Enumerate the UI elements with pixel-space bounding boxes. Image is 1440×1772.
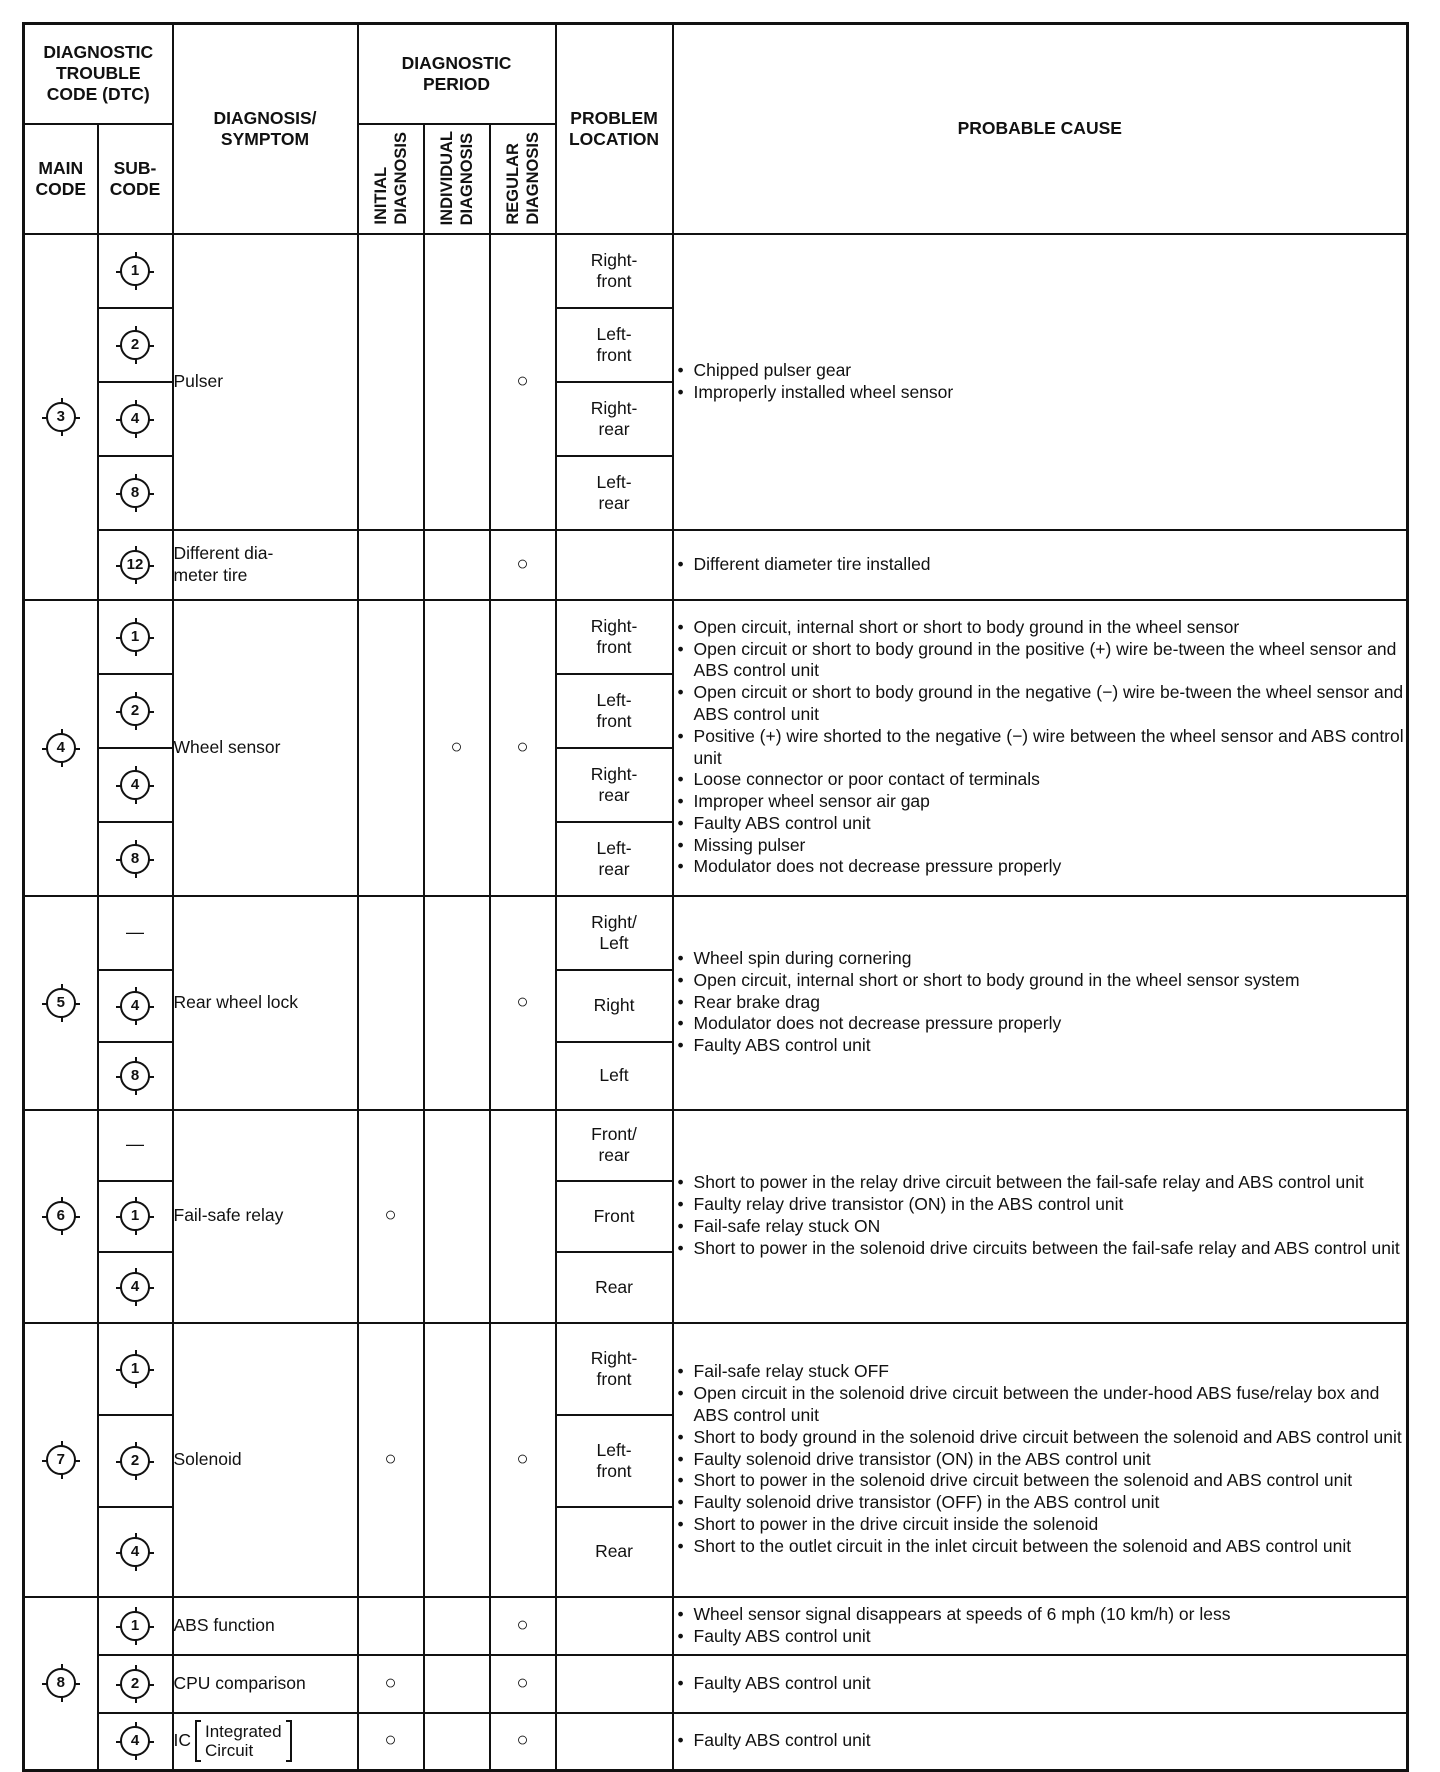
- main-code-badge-wrap: [46, 1668, 76, 1698]
- regular-diagnosis-cell: [490, 896, 556, 1110]
- bracket-right: [286, 1720, 292, 1762]
- symptom-cell: [173, 1110, 358, 1323]
- problem-location-cell: [556, 1181, 673, 1252]
- problem-location-text: Rear: [595, 1541, 633, 1561]
- sub-code-cell: [98, 234, 173, 308]
- diagnosis-symptom-header: DIAGNOSIS/ SYMPTOM: [173, 24, 358, 234]
- cause-item: • Loose connector or poor contact of terminals: [674, 769, 1407, 791]
- sub-code-cell: [98, 530, 173, 600]
- cause-item: • Short to body ground in the solenoid drive circuit between the solenoid and ABS control unit: [674, 1427, 1407, 1449]
- individual-diagnosis-cell: [424, 600, 490, 896]
- table-row: [24, 234, 1408, 308]
- problem-location-header: PROBLEM LOCATION: [556, 24, 673, 234]
- symptom-cell: [173, 1655, 358, 1713]
- problem-location-cell: [556, 674, 673, 748]
- main-code-header: MAIN CODE: [24, 124, 98, 234]
- sub-code-cell: [98, 748, 173, 822]
- main-code-badge: 6: [46, 1201, 76, 1231]
- initial-diagnosis-cell: [358, 234, 424, 530]
- probable-cause-list: [674, 1172, 1407, 1259]
- cause-item: • Open circuit, internal short or short to body ground in the wheel sensor: [674, 617, 1407, 639]
- sub-code-badge-wrap: [120, 404, 150, 434]
- sub-code-badge-wrap: [120, 478, 150, 508]
- individual-diagnosis-cell: [424, 234, 490, 530]
- table-row: [24, 1110, 1408, 1181]
- main-code-cell: [24, 600, 98, 896]
- cause-item: • Improperly installed wheel sensor: [674, 382, 1407, 404]
- probable-cause-cell: [673, 896, 1408, 1110]
- regular-diagnosis-mark: ○: [516, 1613, 529, 1636]
- sub-code-badge: 2: [120, 330, 150, 360]
- individual-diagnosis-mark: ○: [450, 735, 463, 758]
- problem-location-text: Front: [593, 1205, 635, 1226]
- probable-cause-cell: [673, 234, 1408, 530]
- dtc-body: [24, 234, 1408, 1771]
- table-row: [24, 530, 1408, 600]
- individual-diagnosis-cell: [424, 1110, 490, 1323]
- problem-location-text: Left: [599, 1065, 629, 1085]
- sub-code-badge: 1: [120, 622, 150, 652]
- problem-location-text: Left- front: [596, 323, 632, 365]
- cause-item: • Fail-safe relay stuck OFF: [674, 1361, 1407, 1383]
- cause-item: • Faulty solenoid drive transistor (OFF) in the ABS control unit: [674, 1492, 1407, 1514]
- symptom-text: Rear wheel lock: [173, 991, 298, 1012]
- problem-location-cell: [556, 1597, 673, 1655]
- problem-location-cell: [556, 382, 673, 456]
- probable-cause-list: [674, 948, 1407, 1057]
- probable-cause-list: [674, 554, 1407, 576]
- sub-code-cell: [98, 456, 173, 530]
- problem-location-cell: [556, 1252, 673, 1323]
- probable-cause-list: [674, 1673, 1407, 1695]
- problem-location-cell: [556, 1415, 673, 1507]
- sub-code-cell: [98, 1655, 173, 1713]
- cause-item: • Short to power in the solenoid drive circuit between the solenoid and ABS control unit: [674, 1470, 1407, 1492]
- probable-cause-cell: [673, 1655, 1408, 1713]
- symptom-text: ABS function: [173, 1614, 275, 1635]
- sub-code-badge: 4: [120, 770, 150, 800]
- sub-code-cell: [98, 1042, 173, 1110]
- regular-diagnosis-mark: ○: [516, 735, 529, 758]
- problem-location-text: Right: [593, 995, 635, 1015]
- sub-code-badge: 2: [120, 1669, 150, 1699]
- cause-item: • Missing pulser: [674, 835, 1407, 857]
- sub-code-cell: [98, 600, 173, 674]
- dtc-header: DIAGNOSTIC TROUBLE CODE (DTC): [24, 24, 173, 124]
- problem-location-text: Right- front: [590, 249, 638, 291]
- cause-item: • Open circuit, internal short or short to body ground in the wheel sensor system: [674, 970, 1407, 992]
- sub-code-cell: [98, 1181, 173, 1252]
- cause-item: • Open circuit or short to body ground in the positive (+) wire be-tween the wheel sensor and ABS control unit: [674, 639, 1407, 683]
- sub-code-badge-wrap: [120, 1726, 150, 1756]
- regular-diagnosis-cell: [490, 1110, 556, 1323]
- sub-code-cell: [98, 1507, 173, 1597]
- sub-code-badge: 2: [120, 696, 150, 726]
- initial-diagnosis-mark: ○: [384, 1204, 397, 1227]
- ic-label: [174, 1720, 292, 1762]
- cause-item: • Short to power in the solenoid drive circuits between the fail-safe relay and ABS control unit: [674, 1238, 1407, 1260]
- problem-location-text: Left- rear: [596, 471, 632, 513]
- problem-location-cell: [556, 970, 673, 1042]
- cause-item: • Fail-safe relay stuck ON: [674, 1216, 1407, 1238]
- problem-location-cell: [556, 1507, 673, 1597]
- problem-location-text: Left- front: [596, 689, 632, 731]
- problem-location-text: Right- front: [590, 1347, 638, 1389]
- sub-code-cell: [98, 970, 173, 1042]
- probable-cause-list: [674, 1730, 1407, 1752]
- sub-code-cell: [98, 1597, 173, 1655]
- sub-code-badge-wrap: [120, 1354, 150, 1384]
- problem-location-text: Left- rear: [596, 837, 632, 879]
- sub-code-badge-wrap: [120, 622, 150, 652]
- sub-code-badge-wrap: [120, 770, 150, 800]
- sub-code-cell: [98, 822, 173, 896]
- probable-cause-list: [674, 617, 1407, 879]
- table-row: [24, 896, 1408, 970]
- probable-cause-list: [674, 1604, 1407, 1648]
- sub-code-badge-wrap: [120, 256, 150, 286]
- sub-code-cell: [98, 896, 173, 970]
- probable-cause-cell: [673, 530, 1408, 600]
- initial-diagnosis-cell: [358, 1713, 424, 1771]
- sub-code-header: SUB-CODE: [98, 124, 173, 234]
- problem-location-cell: [556, 748, 673, 822]
- probable-cause-cell: [673, 600, 1408, 896]
- sub-code-cell: [98, 1110, 173, 1181]
- regular-diagnosis-mark: ○: [516, 990, 529, 1013]
- sub-code-cell: [98, 674, 173, 748]
- problem-location-cell: [556, 1042, 673, 1110]
- problem-location-text: Right/ Left: [591, 911, 637, 953]
- symptom-cell: [173, 896, 358, 1110]
- main-code-badge: 7: [46, 1445, 76, 1475]
- probable-cause-header: PROBABLE CAUSE: [673, 24, 1408, 234]
- problem-location-cell: [556, 1323, 673, 1415]
- sub-code-cell: [98, 308, 173, 382]
- regular-diagnosis-header: REGULAR DIAGNOSIS: [490, 124, 556, 234]
- cause-item: • Faulty solenoid drive transistor (ON) in the ABS control unit: [674, 1449, 1407, 1471]
- problem-location-text: Right- rear: [590, 763, 638, 805]
- problem-location-text: Rear: [595, 1276, 633, 1297]
- probable-cause-cell: [673, 1323, 1408, 1597]
- regular-diagnosis-mark: ○: [516, 369, 529, 392]
- initial-diagnosis-cell: [358, 1597, 424, 1655]
- sub-code-badge: 1: [120, 1201, 150, 1231]
- regular-diagnosis-cell: [490, 530, 556, 600]
- symptom-cell: [173, 1323, 358, 1597]
- bracket-left: [195, 1720, 201, 1762]
- table-row: [24, 1597, 1408, 1655]
- sub-code-cell: [98, 1323, 173, 1415]
- cause-item: • Faulty ABS control unit: [674, 1730, 1407, 1752]
- initial-diagnosis-cell: [358, 600, 424, 896]
- sub-code-badge-wrap: [120, 844, 150, 874]
- cause-item: • Faulty ABS control unit: [674, 813, 1407, 835]
- initial-diagnosis-cell: [358, 896, 424, 1110]
- cause-item: • Rear brake drag: [674, 992, 1407, 1014]
- cause-item: • Open circuit or short to body ground in the negative (−) wire be-tween the wheel sensor and ABS control unit: [674, 682, 1407, 726]
- sub-code-badge-wrap: [120, 1272, 150, 1302]
- sub-code-badge-wrap: [120, 1201, 150, 1231]
- sub-code-badge: 1: [120, 256, 150, 286]
- dtc-table: [22, 22, 1409, 1772]
- individual-diagnosis-cell: [424, 1713, 490, 1771]
- individual-diagnosis-cell: [424, 1323, 490, 1597]
- symptom-text: Wheel sensor: [173, 736, 281, 757]
- cause-item: • Short to the outlet circuit in the inlet circuit between the solenoid and ABS control unit: [674, 1536, 1407, 1558]
- sub-code-cell: [98, 1415, 173, 1507]
- regular-diagnosis-mark: ○: [516, 1729, 529, 1752]
- symptom-text: IC: [173, 1730, 191, 1751]
- regular-diagnosis-cell: [490, 1713, 556, 1771]
- problem-location-text: Front/ rear: [591, 1124, 637, 1165]
- cause-item: • Faulty relay drive transistor (ON) in the ABS control unit: [674, 1194, 1407, 1216]
- symptom-cell: [173, 234, 358, 530]
- problem-location-cell: [556, 1655, 673, 1713]
- problem-location-text: Right- front: [590, 615, 638, 657]
- cause-item: • Modulator does not decrease pressure properly: [674, 856, 1407, 878]
- sub-code-badge: 2: [120, 1446, 150, 1476]
- individual-diagnosis-cell: [424, 530, 490, 600]
- regular-diagnosis-mark: ○: [516, 1671, 529, 1694]
- problem-location-cell: [556, 308, 673, 382]
- sub-code-badge: 8: [120, 1061, 150, 1091]
- sub-code-badge-wrap: [120, 550, 150, 580]
- problem-location-cell: [556, 456, 673, 530]
- symptom-cell: [173, 530, 358, 600]
- sub-code-badge-wrap: [120, 330, 150, 360]
- probable-cause-list: [674, 360, 1407, 404]
- main-code-badge-wrap: [46, 733, 76, 763]
- sub-code-badge-wrap: [120, 1537, 150, 1567]
- main-code-cell: [24, 1323, 98, 1597]
- sub-code-cell: [98, 1713, 173, 1771]
- sub-code-badge-wrap: [120, 1669, 150, 1699]
- cause-item: • Chipped pulser gear: [674, 360, 1407, 382]
- main-code-badge-wrap: [46, 1201, 76, 1231]
- initial-diagnosis-cell: [358, 1110, 424, 1323]
- sub-code-badge: 1: [120, 1611, 150, 1641]
- initial-diagnosis-mark: ○: [384, 1671, 397, 1694]
- cause-item: • Short to power in the relay drive circuit between the fail-safe relay and ABS control unit: [674, 1172, 1407, 1194]
- symptom-text: CPU comparison: [173, 1672, 306, 1693]
- individual-diagnosis-cell: [424, 1655, 490, 1713]
- cause-item: • Faulty ABS control unit: [674, 1035, 1407, 1057]
- cause-item: • Wheel spin during cornering: [674, 948, 1407, 970]
- sub-code-badge: 1: [120, 1354, 150, 1384]
- regular-diagnosis-cell: [490, 1597, 556, 1655]
- symptom-cell: [173, 600, 358, 896]
- cause-item: • Modulator does not decrease pressure properly: [674, 1013, 1407, 1035]
- table-row: [24, 1655, 1408, 1713]
- probable-cause-cell: [673, 1597, 1408, 1655]
- main-code-cell: [24, 1597, 98, 1771]
- problem-location-cell: [556, 234, 673, 308]
- cause-item: • Short to power in the drive circuit inside the solenoid: [674, 1514, 1407, 1536]
- main-code-cell: [24, 1110, 98, 1323]
- main-code-badge-wrap: [46, 402, 76, 432]
- symptom-expansion: Integrated Circuit: [205, 1722, 282, 1761]
- main-code-badge: 5: [46, 988, 76, 1018]
- sub-code-cell: [98, 382, 173, 456]
- main-code-badge: 8: [46, 1668, 76, 1698]
- table-row: [24, 1713, 1408, 1771]
- symptom-cell: [173, 1597, 358, 1655]
- sub-code-cell: [98, 1252, 173, 1323]
- probable-cause-list: [674, 1361, 1407, 1557]
- regular-diagnosis-mark: ○: [516, 1447, 529, 1470]
- symptom-text: Pulser: [173, 370, 224, 391]
- probable-cause-cell: [673, 1110, 1408, 1323]
- main-code-badge-wrap: [46, 1445, 76, 1475]
- sub-code-badge: 8: [120, 478, 150, 508]
- cause-item: • Wheel sensor signal disappears at speeds of 6 mph (10 km/h) or less: [674, 1604, 1407, 1626]
- main-code-badge-wrap: [46, 988, 76, 1018]
- individual-diagnosis-cell: [424, 896, 490, 1110]
- sub-code-badge: 4: [120, 1537, 150, 1567]
- symptom-cell: [173, 1713, 358, 1771]
- sub-code-badge-wrap: [120, 1611, 150, 1641]
- sub-code-badge: 4: [120, 991, 150, 1021]
- initial-diagnosis-cell: [358, 1323, 424, 1597]
- sub-code-badge-wrap: [120, 696, 150, 726]
- regular-diagnosis-mark: ○: [516, 552, 529, 575]
- sub-code-badge-wrap: [120, 991, 150, 1021]
- cause-item: • Positive (+) wire shorted to the negative (−) wire between the wheel sensor and ABS control unit: [674, 726, 1407, 770]
- problem-location-cell: [556, 530, 673, 600]
- cause-item: • Improper wheel sensor air gap: [674, 791, 1407, 813]
- sub-code-badge: 12: [120, 550, 150, 580]
- sub-code-dash: —: [126, 921, 144, 942]
- cause-item: • Open circuit in the solenoid drive circuit between the under-hood ABS fuse/relay box and ABS control unit: [674, 1383, 1407, 1427]
- cause-item: • Faulty ABS control unit: [674, 1673, 1407, 1695]
- initial-diagnosis-mark: ○: [384, 1729, 397, 1752]
- table-row: [24, 1323, 1408, 1415]
- sub-code-badge: 4: [120, 1272, 150, 1302]
- initial-diagnosis-cell: [358, 1655, 424, 1713]
- sub-code-badge: 4: [120, 1726, 150, 1756]
- initial-diagnosis-cell: [358, 530, 424, 600]
- main-code-badge: 4: [46, 733, 76, 763]
- problem-location-cell: [556, 896, 673, 970]
- probable-cause-cell: [673, 1713, 1408, 1771]
- individual-diagnosis-cell: [424, 1597, 490, 1655]
- cause-item: • Different diameter tire installed: [674, 554, 1407, 576]
- main-code-cell: [24, 234, 98, 600]
- initial-diagnosis-mark: ○: [384, 1447, 397, 1470]
- problem-location-cell: [556, 1713, 673, 1771]
- sub-code-badge: 8: [120, 844, 150, 874]
- symptom-text: Solenoid: [173, 1448, 242, 1469]
- initial-diagnosis-header: INITIAL DIAGNOSIS: [358, 124, 424, 234]
- regular-diagnosis-cell: [490, 234, 556, 530]
- sub-code-badge: 4: [120, 404, 150, 434]
- problem-location-cell: [556, 600, 673, 674]
- problem-location-text: Right- rear: [590, 397, 638, 439]
- main-code-badge: 3: [46, 402, 76, 432]
- cause-item: • Faulty ABS control unit: [674, 1626, 1407, 1648]
- symptom-text: Fail-safe relay: [173, 1205, 284, 1226]
- table-row: [24, 600, 1408, 674]
- regular-diagnosis-cell: [490, 1655, 556, 1713]
- problem-location-text: Left- front: [596, 1439, 632, 1481]
- sub-code-dash: —: [126, 1134, 144, 1155]
- sub-code-badge-wrap: [120, 1061, 150, 1091]
- individual-diagnosis-header: INDIVIDUAL DIAGNOSIS: [424, 124, 490, 234]
- problem-location-cell: [556, 1110, 673, 1181]
- regular-diagnosis-cell: [490, 1323, 556, 1597]
- symptom-text: Different dia- meter tire: [173, 542, 274, 585]
- regular-diagnosis-cell: [490, 600, 556, 896]
- diagnostic-period-header: DIAGNOSTIC PERIOD: [358, 24, 556, 124]
- problem-location-cell: [556, 822, 673, 896]
- main-code-cell: [24, 896, 98, 1110]
- sub-code-badge-wrap: [120, 1446, 150, 1476]
